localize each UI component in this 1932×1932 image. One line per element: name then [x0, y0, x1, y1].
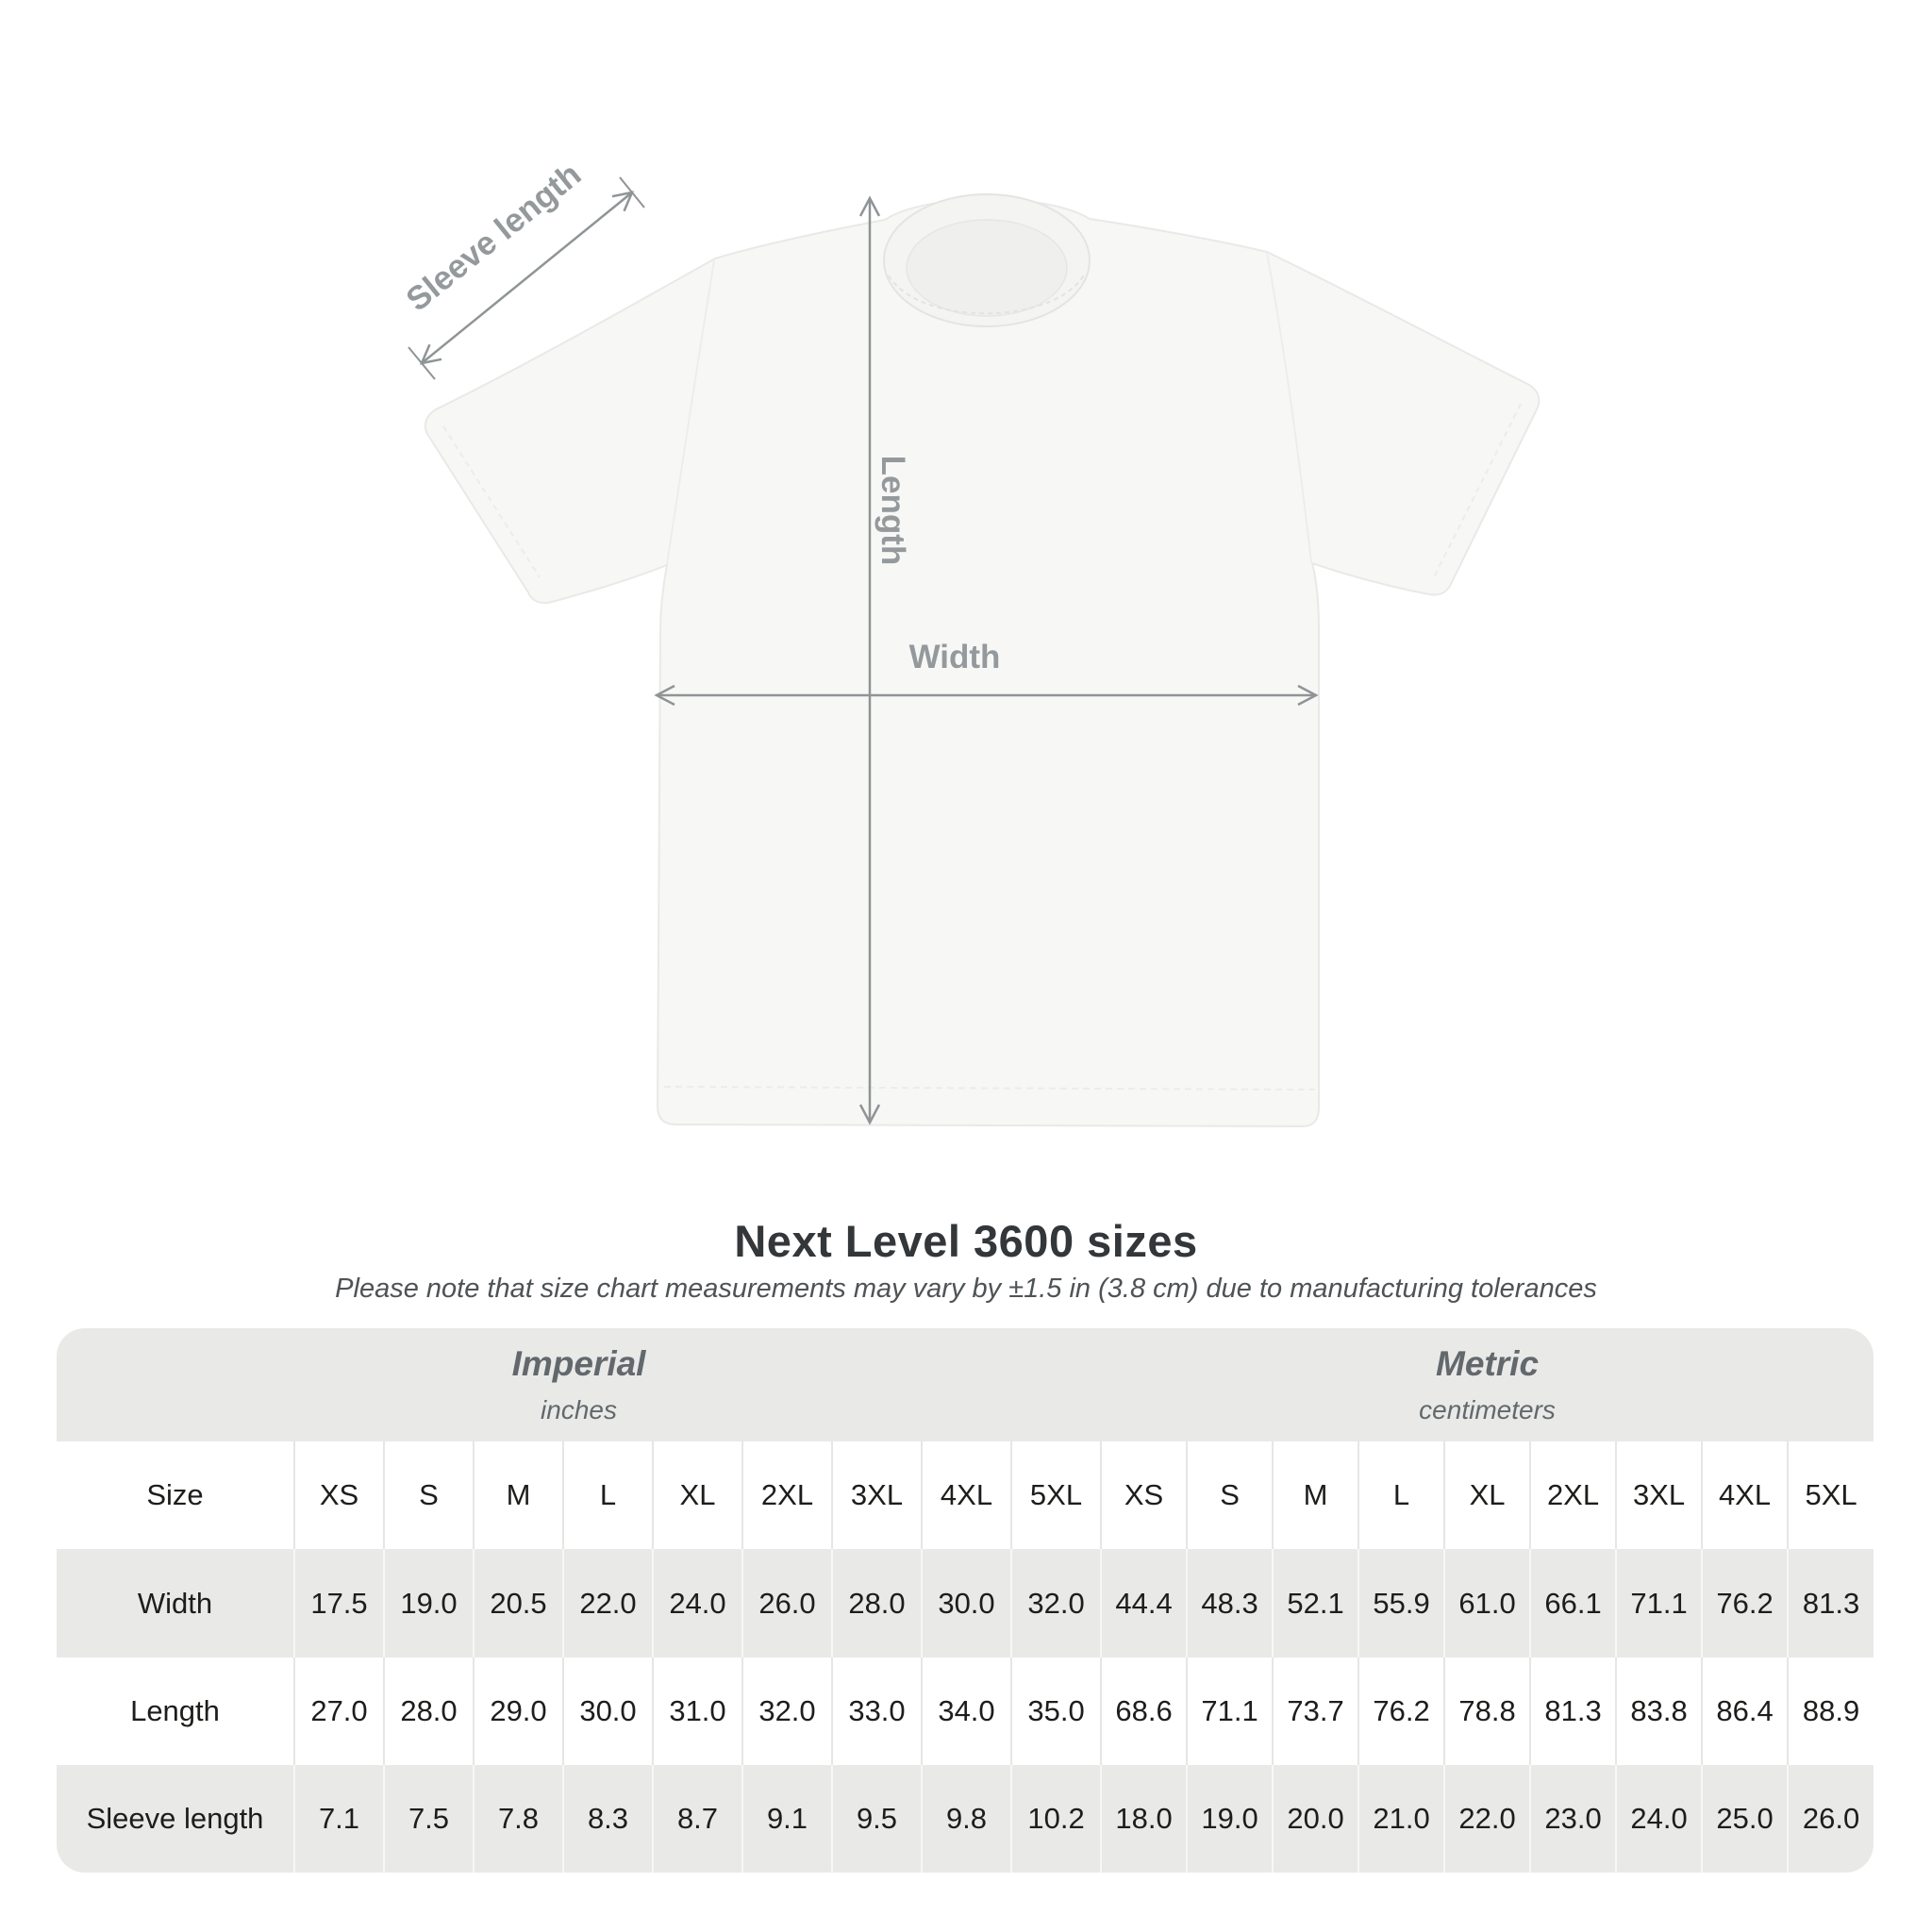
value-cell: 9.8 [922, 1765, 1011, 1873]
value-cell: 9.1 [742, 1765, 832, 1873]
unit-header-row [57, 1328, 1874, 1441]
value-cell: 8.7 [653, 1765, 742, 1873]
size-chart-card [57, 1328, 1874, 1873]
size-header-xs: XS [1101, 1441, 1187, 1549]
value-cell: 8.3 [563, 1765, 653, 1873]
size-header-xl: XL [1444, 1441, 1530, 1549]
value-cell: 9.5 [832, 1765, 922, 1873]
metric-label: Metric [1436, 1344, 1540, 1383]
size-header-4xl: 4XL [922, 1441, 1011, 1549]
value-cell: 30.0 [563, 1657, 653, 1765]
value-cell: 26.0 [1788, 1765, 1874, 1873]
size-header-m: M [474, 1441, 563, 1549]
sleeve-length-row [57, 1765, 1874, 1873]
value-cell: 76.2 [1358, 1657, 1444, 1765]
size-header-2xl: 2XL [1530, 1441, 1616, 1549]
value-cell: 83.8 [1616, 1657, 1702, 1765]
value-cell: 81.3 [1530, 1657, 1616, 1765]
size-chart-table [57, 1328, 1874, 1873]
value-cell: 18.0 [1101, 1765, 1187, 1873]
row-label: Length [57, 1657, 294, 1765]
width-label: Width [908, 639, 1001, 675]
value-cell: 32.0 [1011, 1549, 1101, 1657]
size-column-header: Size [57, 1441, 294, 1549]
size-header-m: M [1273, 1441, 1358, 1549]
size-header-row [57, 1441, 1874, 1549]
value-cell: 31.0 [653, 1657, 742, 1765]
width-row [57, 1549, 1874, 1657]
size-header-5xl: 5XL [1788, 1441, 1874, 1549]
value-cell: 35.0 [1011, 1657, 1101, 1765]
size-header-4xl: 4XL [1702, 1441, 1788, 1549]
value-cell: 73.7 [1273, 1657, 1358, 1765]
value-cell: 26.0 [742, 1549, 832, 1657]
value-cell: 30.0 [922, 1549, 1011, 1657]
value-cell: 68.6 [1101, 1657, 1187, 1765]
value-cell: 22.0 [1444, 1765, 1530, 1873]
metric-header [1101, 1328, 1874, 1441]
value-cell: 48.3 [1187, 1549, 1273, 1657]
value-cell: 71.1 [1616, 1549, 1702, 1657]
sleeve-length-label: Sleeve length [399, 156, 589, 319]
collar-inner [907, 220, 1067, 316]
value-cell: 19.0 [384, 1549, 474, 1657]
size-header-s: S [384, 1441, 474, 1549]
value-cell: 88.9 [1788, 1657, 1874, 1765]
value-cell: 28.0 [832, 1549, 922, 1657]
value-cell: 17.5 [294, 1549, 384, 1657]
size-header-3xl: 3XL [832, 1441, 922, 1549]
size-header-2xl: 2XL [742, 1441, 832, 1549]
size-header-5xl: 5XL [1011, 1441, 1101, 1549]
tolerance-note: Please note that size chart measurements may vary by ±1.5 in (3.8 cm) due to manufacturing tolerances [335, 1274, 1597, 1304]
imperial-header [57, 1328, 1101, 1441]
value-cell: 86.4 [1702, 1657, 1788, 1765]
value-cell: 22.0 [563, 1549, 653, 1657]
value-cell: 66.1 [1530, 1549, 1616, 1657]
value-cell: 7.1 [294, 1765, 384, 1873]
value-cell: 61.0 [1444, 1549, 1530, 1657]
imperial-label: Imperial [511, 1344, 646, 1383]
value-cell: 33.0 [832, 1657, 922, 1765]
value-cell: 55.9 [1358, 1549, 1444, 1657]
value-cell: 23.0 [1530, 1765, 1616, 1873]
size-header-xs: XS [294, 1441, 384, 1549]
value-cell: 78.8 [1444, 1657, 1530, 1765]
value-cell: 71.1 [1187, 1657, 1273, 1765]
value-cell: 29.0 [474, 1657, 563, 1765]
value-cell: 81.3 [1788, 1549, 1874, 1657]
value-cell: 27.0 [294, 1657, 384, 1765]
value-cell: 20.5 [474, 1549, 563, 1657]
size-header-l: L [563, 1441, 653, 1549]
value-cell: 24.0 [1616, 1765, 1702, 1873]
imperial-unit-label: inches [541, 1395, 617, 1424]
row-label: Width [137, 1586, 213, 1620]
size-header-l: L [1358, 1441, 1444, 1549]
page-title: Next Level 3600 sizes [734, 1216, 1198, 1266]
value-cell: 32.0 [742, 1657, 832, 1765]
size-header-s: S [1187, 1441, 1273, 1549]
value-cell: 21.0 [1358, 1765, 1444, 1873]
value-cell: 7.8 [474, 1765, 563, 1873]
value-cell: 52.1 [1273, 1549, 1358, 1657]
length-label: Length [874, 455, 911, 566]
metric-unit-label: centimeters [1419, 1395, 1556, 1424]
value-cell: 34.0 [922, 1657, 1011, 1765]
row-label: Sleeve length [86, 1802, 264, 1835]
value-cell: 76.2 [1702, 1549, 1788, 1657]
value-cell: 24.0 [653, 1549, 742, 1657]
length-row [57, 1657, 1874, 1765]
value-cell: 20.0 [1273, 1765, 1358, 1873]
value-cell: 19.0 [1187, 1765, 1273, 1873]
value-cell: 28.0 [384, 1657, 474, 1765]
value-cell: 44.4 [1101, 1549, 1187, 1657]
size-header-3xl: 3XL [1616, 1441, 1702, 1549]
value-cell: 25.0 [1702, 1765, 1788, 1873]
size-header-xl: XL [653, 1441, 742, 1549]
value-cell: 7.5 [384, 1765, 474, 1873]
value-cell: 10.2 [1011, 1765, 1101, 1873]
